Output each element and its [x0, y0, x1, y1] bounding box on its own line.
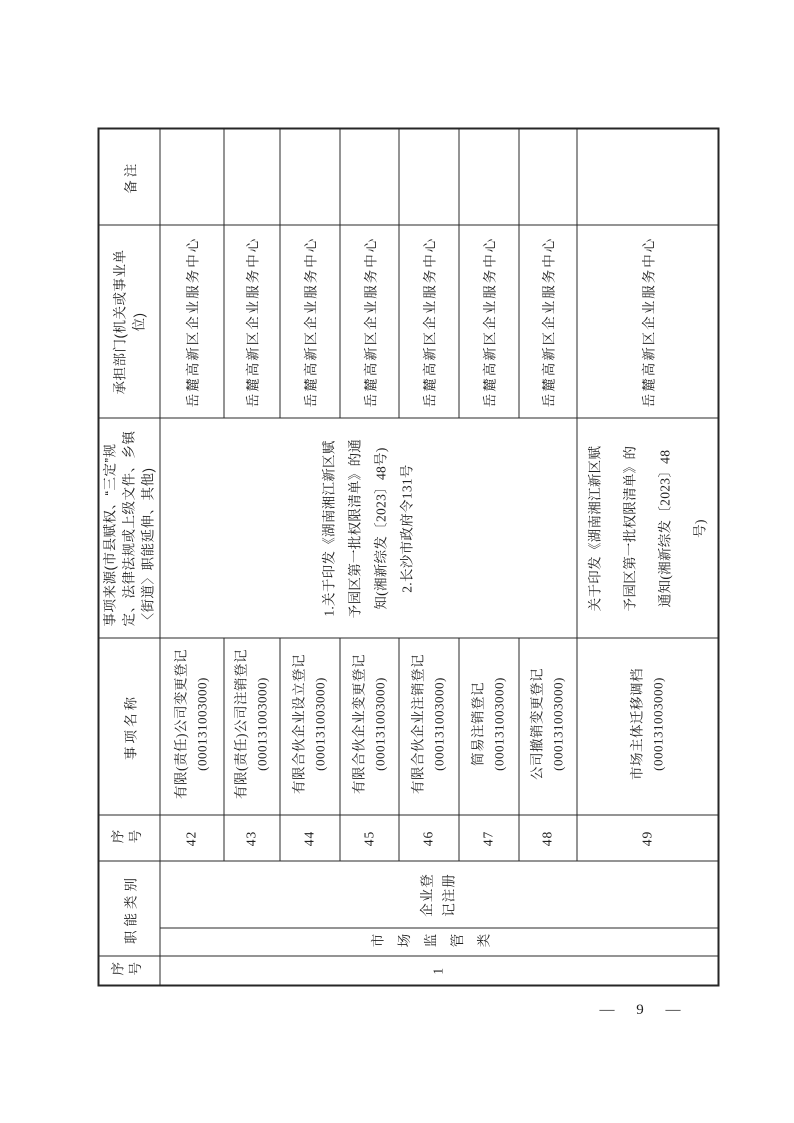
source-cell [577, 419, 719, 639]
rotated-table-container [98, 130, 707, 987]
item-code: (000131003000) [431, 677, 447, 771]
header-item-name [99, 639, 160, 816]
item-name: 有限合伙企业变更登记 [351, 654, 366, 794]
header-category-no-label: 序号 [110, 962, 146, 978]
department-cell: 岳麓高新区企业服务中心 [160, 226, 224, 419]
remarks-cell [519, 129, 577, 226]
subcategory-label: 企业登记注册 [419, 873, 457, 917]
remarks-cell [340, 129, 399, 226]
department-cell: 岳麓高新区企业服务中心 [399, 226, 459, 419]
item-no-cell: 42 [160, 816, 224, 862]
category-cell [160, 929, 719, 957]
department-cell: 岳麓高新区企业服务中心 [280, 226, 340, 419]
source-merged-cell [160, 419, 577, 639]
item-name: 有限(责任)公司变更登记 [173, 649, 189, 799]
authority-items-table [98, 128, 720, 987]
remarks-cell [459, 129, 519, 226]
item-name-cell [399, 639, 459, 816]
item-code: (000131003000) [372, 677, 387, 771]
item-no-cell: 46 [399, 816, 459, 862]
item-name: 有限(责任)公司注销登记 [233, 649, 249, 799]
item-name: 有限合伙企业注销登记 [410, 654, 426, 794]
item-name-cell [577, 639, 719, 816]
department-cell: 岳麓高新区企业服务中心 [224, 226, 280, 419]
source-text: 关于印发《湖南湘江新区赋予园区第一批权限清单》的通知(湘新综发〔2023〕48号) [587, 445, 707, 612]
department-cell: 岳麓高新区企业服务中心 [577, 226, 719, 419]
header-row [99, 129, 160, 986]
item-no-cell: 47 [459, 816, 519, 862]
item-code: (000131003000) [650, 677, 665, 771]
header-remarks [99, 129, 160, 226]
item-no-cell: 45 [340, 816, 399, 862]
header-category [99, 862, 160, 957]
page-number: — 9 — [599, 1002, 683, 1018]
header-item-no-label: 序号 [110, 830, 146, 846]
category-label: 市场监管类 [370, 934, 503, 950]
remarks-cell [224, 129, 280, 226]
item-name-cell [224, 639, 280, 816]
item-name-cell [160, 639, 224, 816]
remarks-cell [399, 129, 459, 226]
header-category-no [99, 957, 160, 986]
item-name: 市场主体迁移调档 [629, 668, 644, 780]
subcategory-cell [160, 862, 719, 929]
remarks-cell [160, 129, 224, 226]
header-item-name-label: 事项名称 [123, 694, 139, 760]
item-no-cell: 49 [577, 816, 719, 862]
header-item-source [99, 419, 160, 639]
item-code: (000131003000) [491, 677, 507, 771]
item-no-cell: 43 [224, 816, 280, 862]
department-cell: 岳麓高新区企业服务中心 [519, 226, 577, 419]
category-no-cell: 1 [160, 957, 719, 986]
header-department [99, 226, 160, 419]
item-no-cell: 44 [280, 816, 340, 862]
source-line-2: 2.长沙市政府令131号 [399, 464, 414, 593]
header-item-source-label: 事项来源(市县赋权、“三定”规定、法律法规或上级文件、乡镇〈街道〉职能延伸、其他) [102, 430, 156, 627]
department-cell: 岳麓高新区企业服务中心 [459, 226, 519, 419]
item-code: (000131003000) [550, 677, 566, 771]
item-name: 简易注销登记 [470, 682, 486, 766]
header-item-no [99, 816, 160, 862]
source-line-1: 1.关于印发《湖南湘江新区赋予园区第一批权限清单》的通知(湘新综发〔2023〕48号) [321, 438, 388, 619]
remarks-cell [577, 129, 719, 226]
header-department-label: 承担部门(机关或事业单位) [112, 249, 147, 395]
item-name-cell [280, 639, 340, 816]
table-row [577, 129, 719, 986]
table-row [160, 129, 224, 986]
item-no-cell: 48 [519, 816, 577, 862]
item-code: (000131003000) [194, 677, 210, 771]
item-name-cell [459, 639, 519, 816]
item-name: 公司撤销变更登记 [529, 668, 545, 780]
header-remarks-label: 备注 [123, 160, 139, 194]
item-name-cell [519, 639, 577, 816]
item-code: (000131003000) [312, 677, 328, 771]
header-category-label: 职能类别 [123, 874, 139, 944]
item-name-cell [340, 639, 399, 816]
source-text [316, 438, 420, 620]
remarks-cell [280, 129, 340, 226]
department-cell: 岳麓高新区企业服务中心 [340, 226, 399, 419]
item-name: 有限合伙企业设立登记 [291, 654, 307, 794]
item-code: (000131003000) [254, 677, 270, 771]
